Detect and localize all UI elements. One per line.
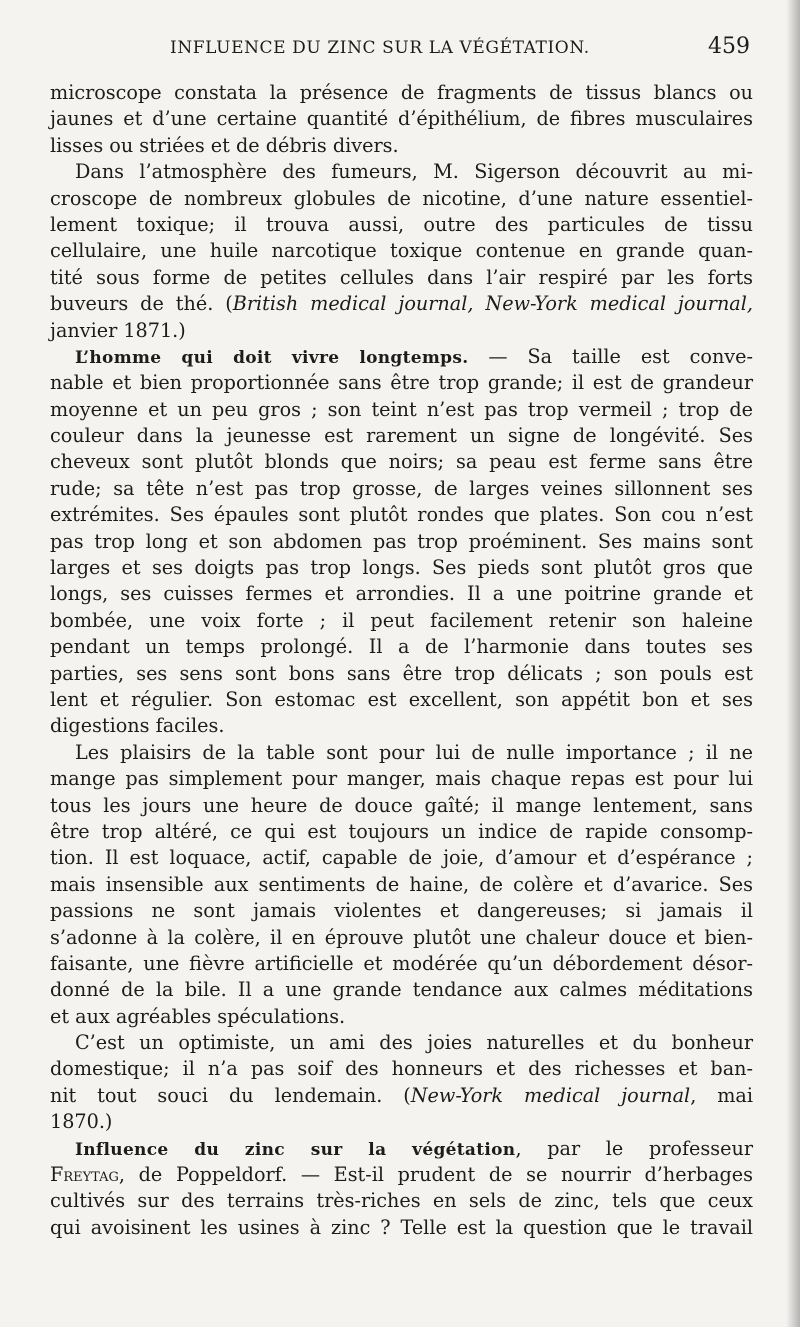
text-segment: jaunes et d’une certaine quantité d’épithélium, de fibres musculaires bbox=[50, 107, 753, 131]
text-segment: Freytag bbox=[50, 1163, 119, 1187]
text-line bbox=[50, 1083, 753, 1109]
text-segment: , de Poppeldorf. — Est-il prudent de se nourrir d’herbages bbox=[118, 1163, 753, 1187]
text-line bbox=[50, 819, 753, 845]
text-segment: cellulaire, une huile narcotique toxique contenue en grande quan- bbox=[50, 239, 753, 263]
text-line bbox=[50, 925, 753, 951]
text-segment: — Sa taille est conve- bbox=[468, 344, 753, 368]
text-line bbox=[50, 133, 753, 159]
text-segment: être trop altéré, ce qui est toujours un indice de rapide consomp- bbox=[50, 819, 753, 843]
text-line bbox=[50, 423, 753, 449]
text-line bbox=[50, 713, 753, 739]
text-segment: digestions faciles. bbox=[50, 714, 225, 738]
text-segment: lement toxique; il trouva aussi, outre des particules de tissu bbox=[50, 212, 753, 236]
text-line bbox=[50, 661, 753, 687]
text-segment: qui avoisinent les usines à zinc ? Telle est la question que le travail bbox=[50, 1215, 753, 1239]
text-segment: mais insensible aux sentiments de haine, de colère et d’avarice. Ses bbox=[50, 872, 753, 896]
text-segment: pas trop long et son abdomen pas trop proéminent. Ses mains sont bbox=[50, 529, 753, 553]
text-segment: lisses ou striées et de débris divers. bbox=[50, 133, 399, 157]
text-line bbox=[50, 344, 753, 370]
text-line bbox=[50, 608, 753, 634]
page-header bbox=[50, 34, 750, 68]
text-segment: , par le professeur bbox=[515, 1136, 753, 1160]
text-line bbox=[50, 793, 753, 819]
text-line bbox=[50, 370, 753, 396]
text-line bbox=[50, 1056, 753, 1082]
text-line bbox=[50, 1162, 753, 1188]
text-line bbox=[50, 555, 753, 581]
text-segment: domestique; il n’a pas soif des honneurs et des richesses et ban- bbox=[50, 1057, 753, 1081]
text-line bbox=[50, 212, 753, 238]
section-heading: L’homme qui doit vivre longtemps. bbox=[75, 347, 469, 368]
text-line bbox=[50, 265, 753, 291]
text-segment: C’est un optimiste, un ami des joies naturelles et du bonheur bbox=[75, 1031, 753, 1055]
text-segment: et aux agréables spéculations. bbox=[50, 1004, 346, 1028]
text-line bbox=[50, 1030, 753, 1056]
text-segment: lent et régulier. Son estomac est excellent, son appétit bon et ses bbox=[50, 687, 753, 711]
text-line bbox=[50, 476, 753, 502]
text-line bbox=[50, 449, 753, 475]
citation-text: British medical journal, New-York medical journal, bbox=[232, 292, 753, 316]
text-segment: Les plaisirs de la table sont pour lui de nulle importance ; il ne bbox=[75, 740, 753, 764]
text-segment: extrémites. Ses épaules sont plutôt rondes que plates. Son cou n’est bbox=[50, 503, 753, 527]
text-segment: buveurs de thé. ( bbox=[50, 292, 233, 316]
text-line bbox=[50, 106, 753, 132]
text-segment: tité sous forme de petites cellules dans l’air respiré par les forts bbox=[50, 265, 753, 289]
text-line bbox=[50, 502, 753, 528]
text-segment: croscope de nombreux globules de nicotine, d’une nature essentiel- bbox=[50, 186, 753, 210]
text-segment: tion. Il est loquace, actif, capable de joie, d’amour et d’espérance ; bbox=[50, 846, 753, 870]
text-segment: mange pas simplement pour manger, mais chaque repas est pour lui bbox=[50, 767, 753, 791]
text-line bbox=[50, 159, 753, 185]
text-line bbox=[50, 687, 753, 713]
text-segment: 1870.) bbox=[50, 1110, 113, 1134]
text-segment: , mai bbox=[690, 1083, 754, 1107]
text-segment: bombée, une voix forte ; il peut facilement retenir son haleine bbox=[50, 608, 753, 632]
text-segment: tous les jours une heure de douce gaîté; il mange lentement, sans bbox=[50, 793, 753, 817]
citation-text: New-York medical journal bbox=[410, 1083, 691, 1107]
text-line bbox=[50, 186, 753, 212]
text-segment: microscope constata la présence de fragments de tissus blancs ou bbox=[50, 81, 753, 104]
body-text bbox=[50, 80, 753, 1241]
text-line bbox=[50, 1215, 753, 1241]
text-line bbox=[50, 740, 753, 766]
text-line bbox=[50, 766, 753, 792]
section-heading: Influence du zinc sur la végétation bbox=[75, 1139, 516, 1160]
text-segment: cheveux sont plutôt blonds que noirs; sa peau est ferme sans être bbox=[50, 450, 753, 474]
text-line bbox=[50, 1109, 753, 1135]
text-line bbox=[50, 291, 753, 317]
text-segment: cultivés sur des terrains très-riches en sels de zinc, tels que ceux bbox=[50, 1189, 753, 1213]
text-segment: longs, ses cuisses fermes et arrondies. Il a une poitrine grande et bbox=[50, 582, 753, 606]
text-segment: janvier 1871.) bbox=[50, 318, 186, 342]
text-line bbox=[50, 634, 753, 660]
text-line bbox=[50, 898, 753, 924]
text-segment: larges et ses doigts pas trop longs. Ses pieds sont plutôt gros que bbox=[50, 556, 753, 580]
text-segment: donné de la bile. Il a une grande tendance aux calmes méditations bbox=[50, 978, 753, 1002]
text-segment: Dans l’atmosphère des fumeurs, M. Sigerson découvrit au mi- bbox=[75, 160, 753, 184]
text-line bbox=[50, 977, 753, 1003]
text-segment: rude; sa tête n’est pas trop grosse, de larges veines sillonnent ses bbox=[50, 476, 753, 500]
text-line bbox=[50, 1188, 753, 1214]
text-line bbox=[50, 238, 753, 264]
text-line bbox=[50, 872, 753, 898]
text-segment: parties, ses sens sont bons sans être trop délicats ; son pouls est bbox=[50, 661, 753, 685]
page-number: 459 bbox=[708, 34, 750, 59]
text-segment: couleur dans la jeunesse est rarement un signe de longévité. Ses bbox=[50, 424, 753, 448]
text-segment: nit tout souci du lendemain. ( bbox=[50, 1083, 411, 1107]
text-segment: pendant un temps prolongé. Il a de l’harmonie dans toutes ses bbox=[50, 635, 753, 659]
text-line bbox=[50, 80, 753, 106]
text-segment: s’adonne à la colère, il en éprouve plutôt une chaleur douce et bien- bbox=[50, 925, 753, 949]
text-segment: moyenne et un peu gros ; son teint n’est pas trop vermeil ; trop de bbox=[50, 397, 753, 421]
text-segment: nable et bien proportionnée sans être trop grande; il est de grandeur bbox=[50, 371, 753, 395]
text-segment: faisante, une fièvre artificielle et modérée qu’un débordement désor- bbox=[50, 951, 753, 975]
text-line bbox=[50, 529, 753, 555]
running-title: INFLUENCE DU ZINC SUR LA VÉGÉTATION. bbox=[170, 38, 590, 58]
text-line bbox=[50, 318, 753, 344]
text-line bbox=[50, 581, 753, 607]
text-line bbox=[50, 397, 753, 423]
text-line bbox=[50, 1136, 753, 1162]
text-segment: passions ne sont jamais violentes et dangereuses; si jamais il bbox=[50, 899, 753, 923]
text-line bbox=[50, 845, 753, 871]
text-line bbox=[50, 1004, 753, 1030]
text-line bbox=[50, 951, 753, 977]
